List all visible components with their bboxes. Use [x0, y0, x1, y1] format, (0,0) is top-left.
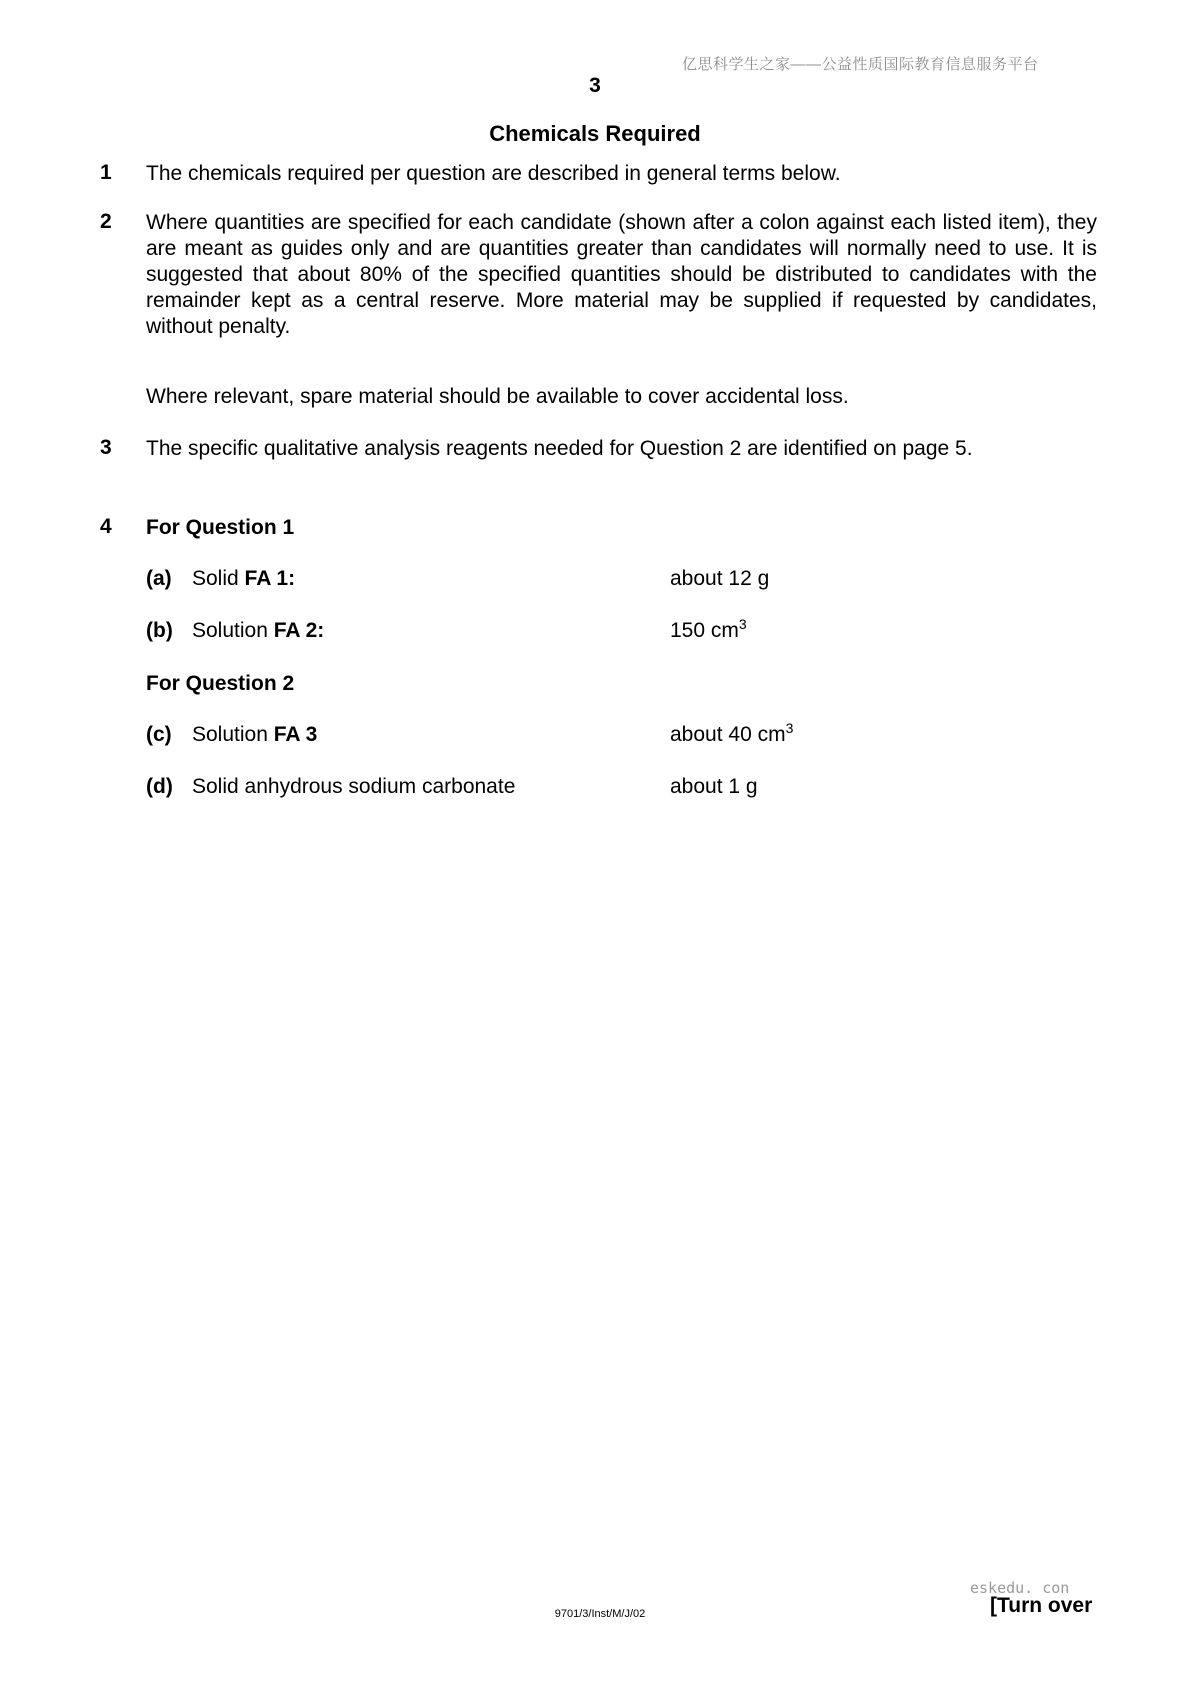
item-d-quantity: about 1 g [670, 775, 758, 798]
paragraph-number-1: 1 [100, 161, 112, 184]
paragraph-number-3: 3 [100, 436, 112, 459]
item-c-name: Solution FA 3 [192, 723, 318, 746]
paragraph-number-4: 4 [100, 515, 112, 538]
item-c-quantity: about 40 $cm^3$ [670, 720, 794, 746]
item-d-name: Solid anhydrous sodium carbonate [192, 775, 516, 798]
question-1-heading: For Question 1 [146, 516, 295, 539]
item-a-quantity: about 12 g [670, 567, 770, 590]
watermark-bottom-text: eskedu. con [970, 1579, 1070, 1597]
paragraph-number-2: 2 [100, 210, 112, 233]
item-b-name: Solution FA 2: [192, 619, 325, 642]
item-b-label: (b) [146, 619, 173, 642]
item-b-quantity: 150 $cm^3$ [670, 616, 747, 642]
item-a-name: Solid FA 1: [192, 567, 296, 590]
turn-over-label: [Turn over [990, 1594, 1093, 1617]
document-code: 9701/3/Inst/M/J/02 [554, 1608, 646, 1620]
item-d-label: (d) [146, 775, 173, 798]
paragraph-2-text: Where quantities are specified for each candidate (shown after a colon against each listed item), they are meant as guides only and are quantities greater than candidates will normally need to use. It is suggested that about 80% of the specified quantities should be distributed to candidates with the remainder kept as a central reserve. More material may be supplied if requested by candidates, without penalty. [146, 211, 1097, 338]
watermark-top-text: 亿思科学生之家——公益性质国际教育信息服务平台 [682, 56, 1039, 73]
paragraph-3-text: The specific qualitative analysis reagents needed for Question 2 are identified on page 5. [146, 437, 973, 460]
item-a-label: (a) [146, 567, 172, 590]
item-c-label: (c) [146, 723, 172, 746]
page-heading: Chemicals Required [489, 121, 701, 146]
paragraph-2-extra-text: Where relevant, spare material should be available to cover accidental loss. [146, 385, 849, 408]
question-2-heading: For Question 2 [146, 672, 295, 695]
page-number: 3 [589, 74, 601, 97]
paragraph-1-text: The chemicals required per question are described in general terms below. [146, 162, 841, 185]
